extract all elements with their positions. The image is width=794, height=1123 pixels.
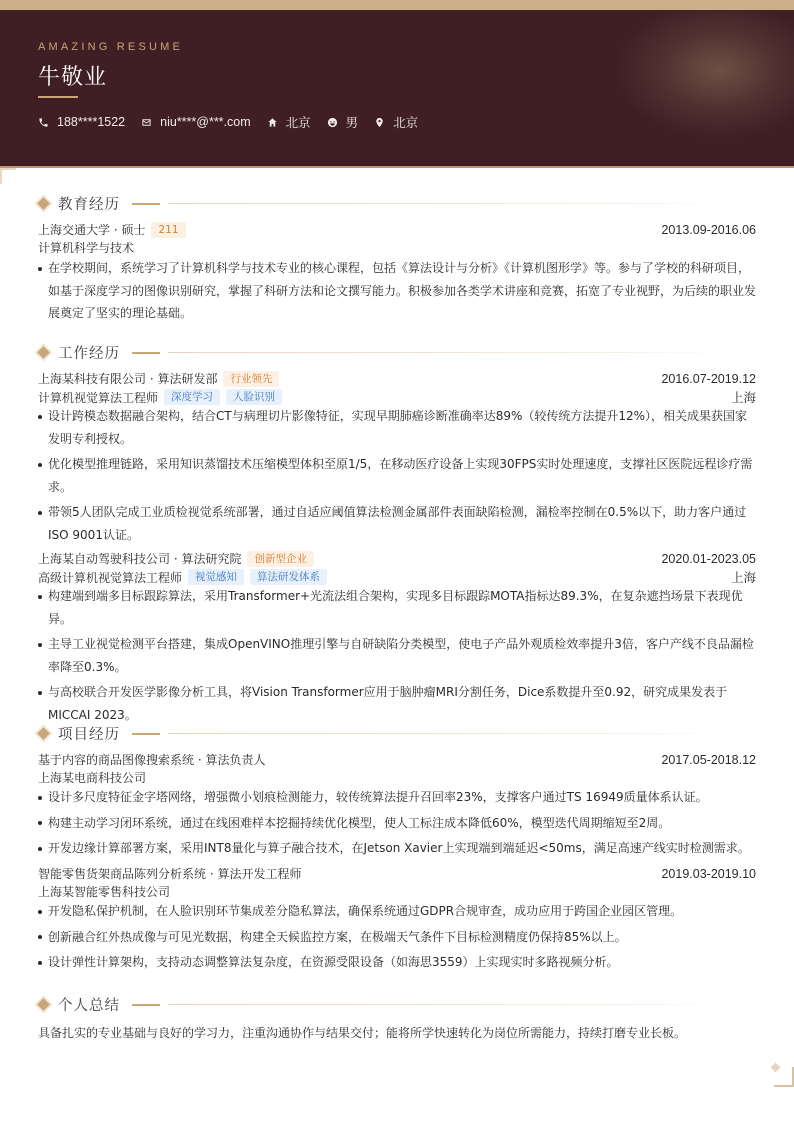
title-rule bbox=[168, 352, 728, 353]
project-1-company-row bbox=[38, 769, 756, 786]
mail-icon bbox=[141, 117, 152, 128]
list-item: 构建端到端多目标跟踪算法，采用Transformer+光流法组合架构，实现多目标跟踪MOTA指标达89.3%，在复杂遮挡场景下表现优异。 bbox=[38, 585, 756, 630]
work-2-bullets bbox=[38, 585, 756, 726]
summary-text: 具备扎实的专业基础与良好的学习力，注重沟通协作与结果交付；能将所学快速转化为岗位所需能力，持续打磨专业长板。 bbox=[38, 1026, 687, 1040]
location-text: 北京 bbox=[393, 116, 419, 130]
project-name: 基于内容的商品图像搜索系统 · 算法负责人 bbox=[38, 753, 266, 767]
section-title-work bbox=[38, 342, 728, 363]
work-1-bullets bbox=[38, 405, 756, 546]
contact-email bbox=[141, 115, 251, 129]
role-tag: 人脸识别 bbox=[226, 389, 282, 405]
education-major: 计算机科学与技术 bbox=[38, 241, 135, 255]
list-item: 开发隐私保护机制，在人脸识别环节集成差分隐私算法，确保系统通过GDPR合规审查，成功应用于跨国企业园区管理。 bbox=[38, 900, 756, 923]
education-school: 上海交通大学 · 硕士 bbox=[38, 223, 146, 237]
title-accent-bar bbox=[132, 203, 160, 205]
resume-header bbox=[0, 0, 794, 168]
list-item: 在学校期间，系统学习了计算机科学与技术专业的核心课程，包括《算法设计与分析》《计算机图形学》等。参与了学校的科研项目，如基于深度学习的图像识别研究，掌握了科研方法和论文撰写能力。积极参加各类学术讲座和竞赛，拓宽了专业视野，为后续的职业发展奠定了坚实的理论基础。 bbox=[38, 257, 756, 325]
project-2-header-row bbox=[38, 865, 756, 882]
section-title-education bbox=[38, 193, 728, 214]
list-item: 带领5人团队完成工业质检视觉系统部署，通过自适应阈值算法检测金属部件表面缺陷检测，漏检率控制在0.5%以下，助力客户通过ISO 9001认证。 bbox=[38, 501, 756, 546]
work-1-role-row bbox=[38, 388, 756, 406]
list-item: 主导工业视觉检测平台搭建，集成OpenVINO推理引擎与自研缺陷分类模型，使电子产品外观质检效率提升3倍，客户产线不良品漏检率降至0.3%。 bbox=[38, 633, 756, 678]
work-date: 2020.01-2023.05 bbox=[661, 551, 756, 566]
work-company: 上海某自动驾驶科技公司 · 算法研究院 bbox=[38, 552, 242, 566]
corner-ornament-top-left bbox=[0, 168, 16, 184]
role-tag: 算法研发体系 bbox=[250, 569, 327, 585]
title-accent-bar bbox=[132, 1004, 160, 1006]
header-bottom-line bbox=[0, 166, 794, 168]
section-title-projects bbox=[38, 723, 728, 744]
work-company-tag: 创新型企业 bbox=[247, 551, 314, 567]
contact-phone bbox=[38, 115, 125, 129]
header-eyebrow: AMAZING RESUME bbox=[38, 41, 184, 53]
section-label: 个人总结 bbox=[58, 998, 120, 1014]
contact-bar bbox=[38, 113, 434, 131]
list-item: 创新融合红外热成像与可见光数据，构建全天候监控方案，在极端天气条件下目标检测精度仍保持85%以上。 bbox=[38, 926, 756, 949]
work-role: 计算机视觉算法工程师 bbox=[38, 390, 159, 405]
home-text: 北京 bbox=[285, 116, 311, 130]
project-2-bullets bbox=[38, 900, 756, 974]
list-item: 与高校联合开发医学影像分析工具，将Vision Transformer应用于脑肿瘤MRI分割任务，Dice系数提升至0.92，研究成果发表于MICCAI 2023。 bbox=[38, 681, 756, 726]
section-label: 工作经历 bbox=[58, 346, 120, 362]
project-2-company-row bbox=[38, 883, 756, 900]
header-glow bbox=[614, 0, 794, 140]
section-label: 项目经历 bbox=[58, 727, 120, 743]
home-icon bbox=[267, 117, 278, 128]
work-role: 高级计算机视觉算法工程师 bbox=[38, 570, 183, 585]
list-item: 开发边缘计算部署方案，采用INT8量化与算子融合技术，在Jetson Xavier上实现端到端延迟<50ms，满足高速产线实时检测需求。 bbox=[38, 837, 756, 860]
diamond-icon bbox=[37, 727, 50, 740]
corner-ornament-bottom-right bbox=[774, 1067, 794, 1087]
list-item: 设计弹性计算架构，支持动态调整算法复杂度，在资源受限设备（如海思3559）上实现实时多路视频分析。 bbox=[38, 951, 756, 974]
project-date: 2019.03-2019.10 bbox=[661, 866, 756, 881]
title-accent-bar bbox=[132, 733, 160, 735]
phone-text: 188****1522 bbox=[57, 115, 126, 129]
gender-icon bbox=[327, 117, 338, 128]
list-item: 设计多尺度特征金字塔网络，增强微小划痕检测能力，较传统算法提升召回率23%，支撑客户通过TS 16949质量体系认证。 bbox=[38, 786, 756, 809]
diamond-icon bbox=[37, 197, 50, 210]
work-2-header-row bbox=[38, 550, 756, 567]
title-accent-bar bbox=[132, 352, 160, 354]
project-company: 上海某智能零售科技公司 bbox=[38, 885, 171, 899]
list-item: 构建主动学习闭环系统，通过在线困难样本挖掘持续优化模型，使人工标注成本降低60%，模型迭代周期缩短至2周。 bbox=[38, 812, 756, 835]
list-item: 优化模型推理链路，采用知识蒸馏技术压缩模型体积至原1/5，在移动医疗设备上实现30FPS实时处理速度，支撑社区医院远程诊疗需求。 bbox=[38, 453, 756, 498]
education-bullets bbox=[38, 257, 756, 325]
work-2-role-row bbox=[38, 568, 756, 586]
section-title-summary bbox=[38, 994, 728, 1015]
contact-home bbox=[267, 113, 311, 131]
education-major-row bbox=[38, 239, 756, 256]
education-header-row bbox=[38, 221, 756, 238]
title-rule bbox=[168, 733, 728, 734]
project-company: 上海某电商科技公司 bbox=[38, 771, 147, 785]
phone-icon bbox=[38, 117, 49, 128]
education-date: 2013.09-2016.06 bbox=[661, 222, 756, 237]
work-company: 上海某科技有限公司 · 算法研发部 bbox=[38, 372, 218, 386]
contact-location bbox=[374, 113, 418, 131]
education-tag: 211 bbox=[151, 222, 185, 238]
name-underline bbox=[38, 96, 78, 98]
work-date: 2016.07-2019.12 bbox=[661, 371, 756, 386]
work-city: 上海 bbox=[730, 391, 756, 405]
gender-text: 男 bbox=[345, 116, 359, 130]
section-label: 教育经历 bbox=[58, 197, 120, 213]
location-pin-icon bbox=[374, 117, 385, 128]
list-item: 设计跨模态数据融合架构，结合CT与病理切片影像特征，实现早期肺癌诊断准确率达89%（较传统方法提升12%），相关成果获国家发明专利授权。 bbox=[38, 405, 756, 450]
role-tag: 深度学习 bbox=[164, 389, 220, 405]
work-city: 上海 bbox=[730, 571, 756, 585]
title-rule bbox=[168, 203, 728, 204]
email-text: niu****@***.com bbox=[160, 115, 251, 129]
title-rule bbox=[168, 1004, 728, 1005]
diamond-icon bbox=[37, 998, 50, 1011]
candidate-name: 牛敬业 bbox=[38, 65, 108, 90]
work-1-header-row bbox=[38, 370, 756, 387]
work-company-tag: 行业领先 bbox=[223, 371, 279, 387]
project-1-header-row bbox=[38, 751, 756, 768]
project-date: 2017.05-2018.12 bbox=[661, 752, 756, 767]
project-name: 智能零售货架商品陈列分析系统 · 算法开发工程师 bbox=[38, 867, 302, 881]
role-tag: 视觉感知 bbox=[188, 569, 244, 585]
project-1-bullets bbox=[38, 786, 756, 860]
diamond-icon bbox=[37, 346, 50, 359]
contact-gender bbox=[327, 113, 359, 131]
